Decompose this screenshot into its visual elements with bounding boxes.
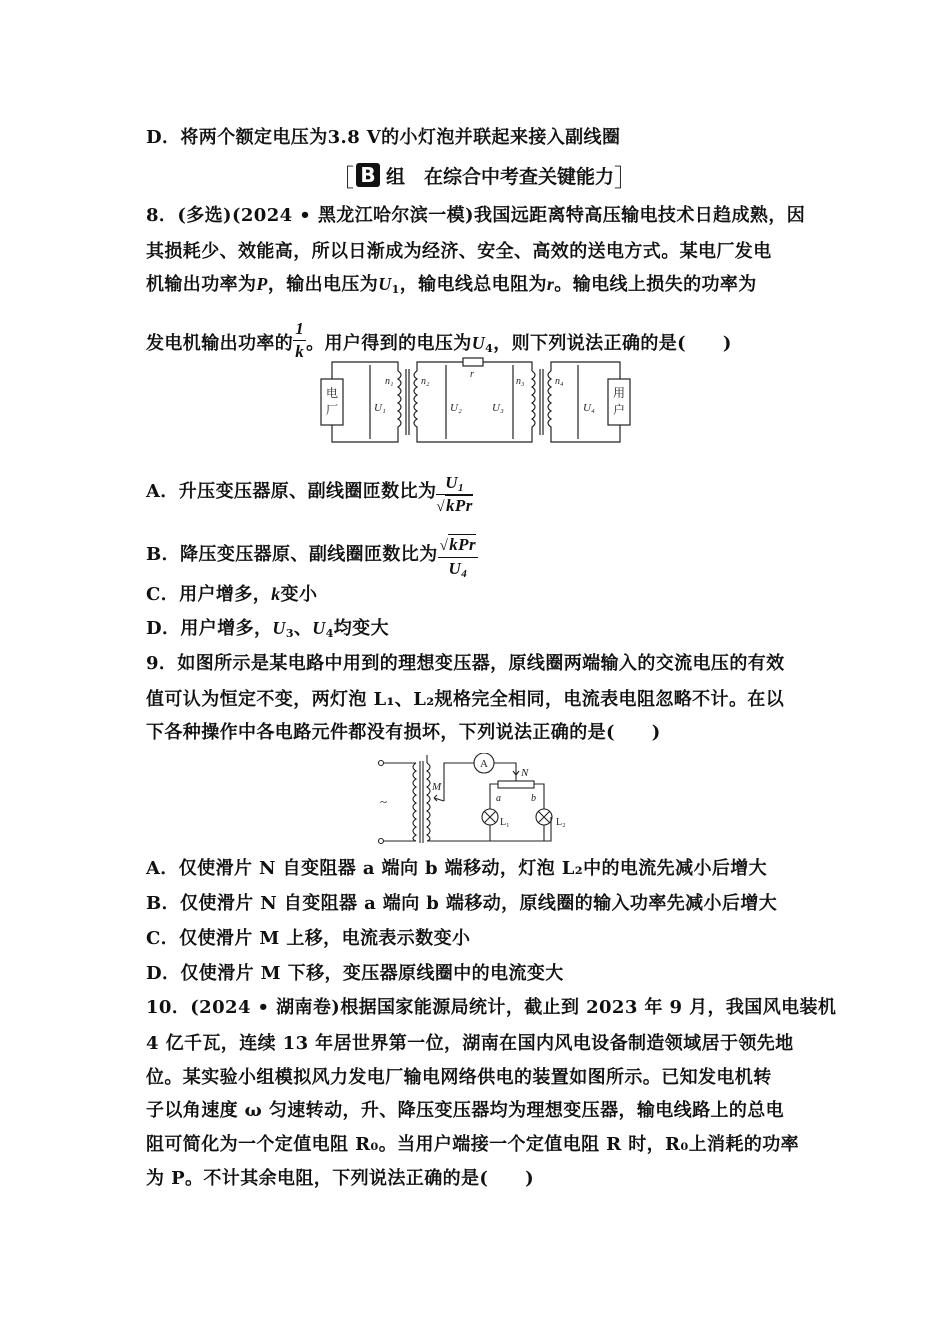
frac-u: U — [448, 559, 462, 578]
q8-var-k: k — [271, 584, 281, 604]
q8-text-3c: ，输电线总电阻为 — [399, 274, 547, 295]
ammeter-wire-right — [494, 763, 516, 781]
u2-label: U₂ — [450, 402, 462, 414]
radical-sign: √ — [436, 499, 446, 515]
q8-text-3a: 机输出功率为 — [146, 274, 257, 295]
q8-option-a — [146, 472, 473, 518]
q10-line-4: 子以角速度 ω 匀速转动，升、降压变压器均为理想变压器，输电线路上的总电 — [146, 1100, 785, 1121]
q9-option-c: C．仅使滑片 M 上移，电流表示数变小 — [146, 928, 471, 949]
frac-num: 1 — [293, 318, 306, 341]
q8-var-u1: U — [378, 274, 392, 294]
loop-1-wire — [332, 362, 398, 442]
input-wires — [384, 763, 416, 841]
ac-source-label: ~ — [380, 794, 388, 809]
frac-num — [436, 472, 472, 495]
q8-sep: 、 — [293, 618, 313, 639]
frac-sub: 1 — [457, 482, 464, 494]
q9-line-3: 下各种操作中各电路元件都没有损坏，下列说法正确的是( ) — [146, 722, 661, 743]
q8-var-u3: U — [272, 618, 286, 638]
q8-option-a-text: A．升压变压器原、副线圈匝数比为 — [146, 481, 437, 502]
lamp-l1-label: L₁ — [500, 817, 510, 828]
frac-den: k — [295, 342, 305, 361]
frac-u: U — [445, 473, 458, 492]
plant-label-1: 电 — [326, 386, 339, 400]
q10-line-5: 阻可简化为一个定值电阻 R₀。当用户端接一个定值电阻 R 时，R₀上消耗的功率 — [146, 1134, 800, 1155]
q8-option-c — [146, 582, 317, 607]
q8-text-3b: ，输出电压为 — [267, 274, 379, 295]
ammeter-wire-left — [444, 763, 474, 801]
terminal-top — [379, 761, 384, 766]
secondary-coil — [427, 763, 430, 841]
q7-option-d: D．将两个额定电压为3.8 V的小灯泡并联起来接入副线圈 — [146, 127, 621, 148]
section-badge: B — [356, 163, 380, 187]
slider-m-label: M — [432, 781, 442, 793]
frac-sub: 4 — [461, 568, 468, 580]
q8-option-b — [146, 534, 478, 580]
q8-text-4b: 。用户得到的电压为 — [306, 333, 472, 354]
rheostat-end-a: a — [496, 793, 501, 804]
slider-m-arrow — [434, 795, 444, 801]
q8-circuit-figure — [318, 357, 638, 447]
n2-label: n₂ — [421, 376, 430, 387]
q8-line-1 — [146, 204, 805, 228]
lamp-l2-cross — [538, 811, 550, 823]
q8-var-u4: U — [471, 333, 486, 353]
q8-text-3d: 。输电线上损失的功率为 — [554, 274, 757, 295]
u3-label: U₃ — [492, 402, 504, 414]
q8-option-a-fraction — [436, 472, 472, 518]
n3-label: n₃ — [516, 376, 525, 387]
section-bracket-close: ］ — [614, 163, 639, 192]
coil-n1 — [398, 371, 401, 433]
n1-label: n₁ — [385, 376, 394, 387]
q8-var-u4b: U — [312, 618, 326, 638]
q8-sub-3: 3 — [285, 627, 294, 640]
q8-text-4c: ，则下列说法正确的是( ) — [493, 333, 732, 354]
transmission-wire — [417, 362, 532, 442]
q8-sub-1: 1 — [391, 283, 400, 296]
q8-var-p: P — [256, 274, 268, 294]
section-header — [330, 160, 638, 190]
q8-option-d-text-a: D．用户增多， — [146, 618, 273, 639]
q9-line-2: 值可认为恒定不变，两灯泡 L₁、L₂规格完全相同，电流表电阻忽略不计。在以 — [146, 689, 785, 710]
coil-n3 — [532, 371, 535, 433]
q9-circuit-figure — [376, 753, 576, 845]
slider-n-label: N — [521, 767, 529, 779]
q8-sub-4: 4 — [485, 342, 494, 355]
frac-num — [438, 534, 478, 558]
radicand: kPr — [449, 535, 476, 554]
lamp-l1-cross — [484, 811, 496, 823]
lamp-return-wires — [490, 825, 544, 841]
q10-line-3: 位。某实验小组模拟风力发电厂输电网络供电的装置如图所示。已知发电机转 — [146, 1067, 772, 1088]
q10-line-1: 10．(2024 • 湖南卷)根据国家能源局统计，截止到 2023 年 9 月，我国风电装机 — [146, 997, 837, 1018]
section-bracket-open: ［ — [330, 163, 354, 192]
coil-n2 — [414, 371, 417, 433]
coil-n4 — [548, 371, 551, 433]
u4-label: U₄ — [583, 402, 595, 414]
q10-line-2: 4 亿千瓦，连续 13 年居世界第一位，湖南在国内风电设备制造领域居于领先地 — [146, 1033, 794, 1054]
primary-coil — [413, 763, 416, 841]
ammeter-label: A — [480, 758, 488, 770]
radicand: kPr — [446, 496, 473, 515]
q8-option-d — [146, 616, 389, 641]
q8-sub-4b: 4 — [325, 627, 334, 640]
line-resistor — [463, 358, 483, 366]
q8-option-d-text-b: 均变大 — [333, 618, 389, 639]
q8-var-r: r — [546, 274, 555, 294]
q9-option-a: A．仅使滑片 N 自变阻器 a 端向 b 端移动，灯泡 L₂中的电流先减小后增大 — [146, 858, 768, 879]
q8-option-b-text: B．降压变压器原、副线圈匝数比为 — [146, 544, 438, 565]
q8-number: 8． — [146, 205, 178, 226]
q10-line-6: 为 P。不计其余电阻，下列说法正确的是( ) — [146, 1168, 535, 1189]
q8-line-2: 其损耗少、效能高，所以日渐成为经济、安全、高效的送电方式。某电厂发电 — [146, 241, 772, 262]
plant-label-2: 厂 — [326, 403, 339, 417]
rheostat — [498, 781, 534, 788]
q8-text-4a: 发电机输出功率的 — [146, 333, 294, 354]
n4-label: n₄ — [555, 376, 564, 387]
q8-option-b-fraction — [438, 534, 478, 580]
q9-option-d: D．仅使滑片 M 下移，变压器原线圈中的电流变大 — [146, 963, 564, 984]
section-title: 组 在综合中考查关键能力 — [386, 165, 615, 188]
user-label-1: 用 — [613, 386, 626, 400]
q8-fraction-1-over-k — [293, 318, 306, 363]
q8-option-c-text-b: 变小 — [280, 584, 318, 605]
q8-text-1: 我国远距离特高压输电技术日趋成熟，因 — [473, 205, 806, 226]
q9-line-1: 9．如图所示是某电路中用到的理想变压器，原线圈两端输入的交流电压的有效 — [146, 653, 785, 674]
rheostat-end-b: b — [531, 793, 536, 804]
q8-source: (多选)(2024 • 黑龙江哈尔滨一模) — [177, 205, 474, 226]
r-label: r — [470, 369, 474, 380]
bottom-wire — [427, 817, 551, 841]
q8-line-3 — [146, 272, 757, 297]
q9-option-b: B．仅使滑片 N 自变阻器 a 端向 b 端移动，原线圈的输入功率先减小后增大 — [146, 893, 778, 914]
radical-sign: √ — [439, 538, 449, 554]
terminal-bottom — [379, 839, 384, 844]
user-label-2: 户 — [613, 403, 626, 417]
u1-label: U₁ — [374, 402, 386, 414]
frac-den — [438, 558, 478, 580]
q8-option-c-text-a: C．用户增多， — [146, 584, 272, 605]
lamp-l2-label: L₂ — [556, 817, 566, 828]
frac-den — [436, 495, 472, 518]
